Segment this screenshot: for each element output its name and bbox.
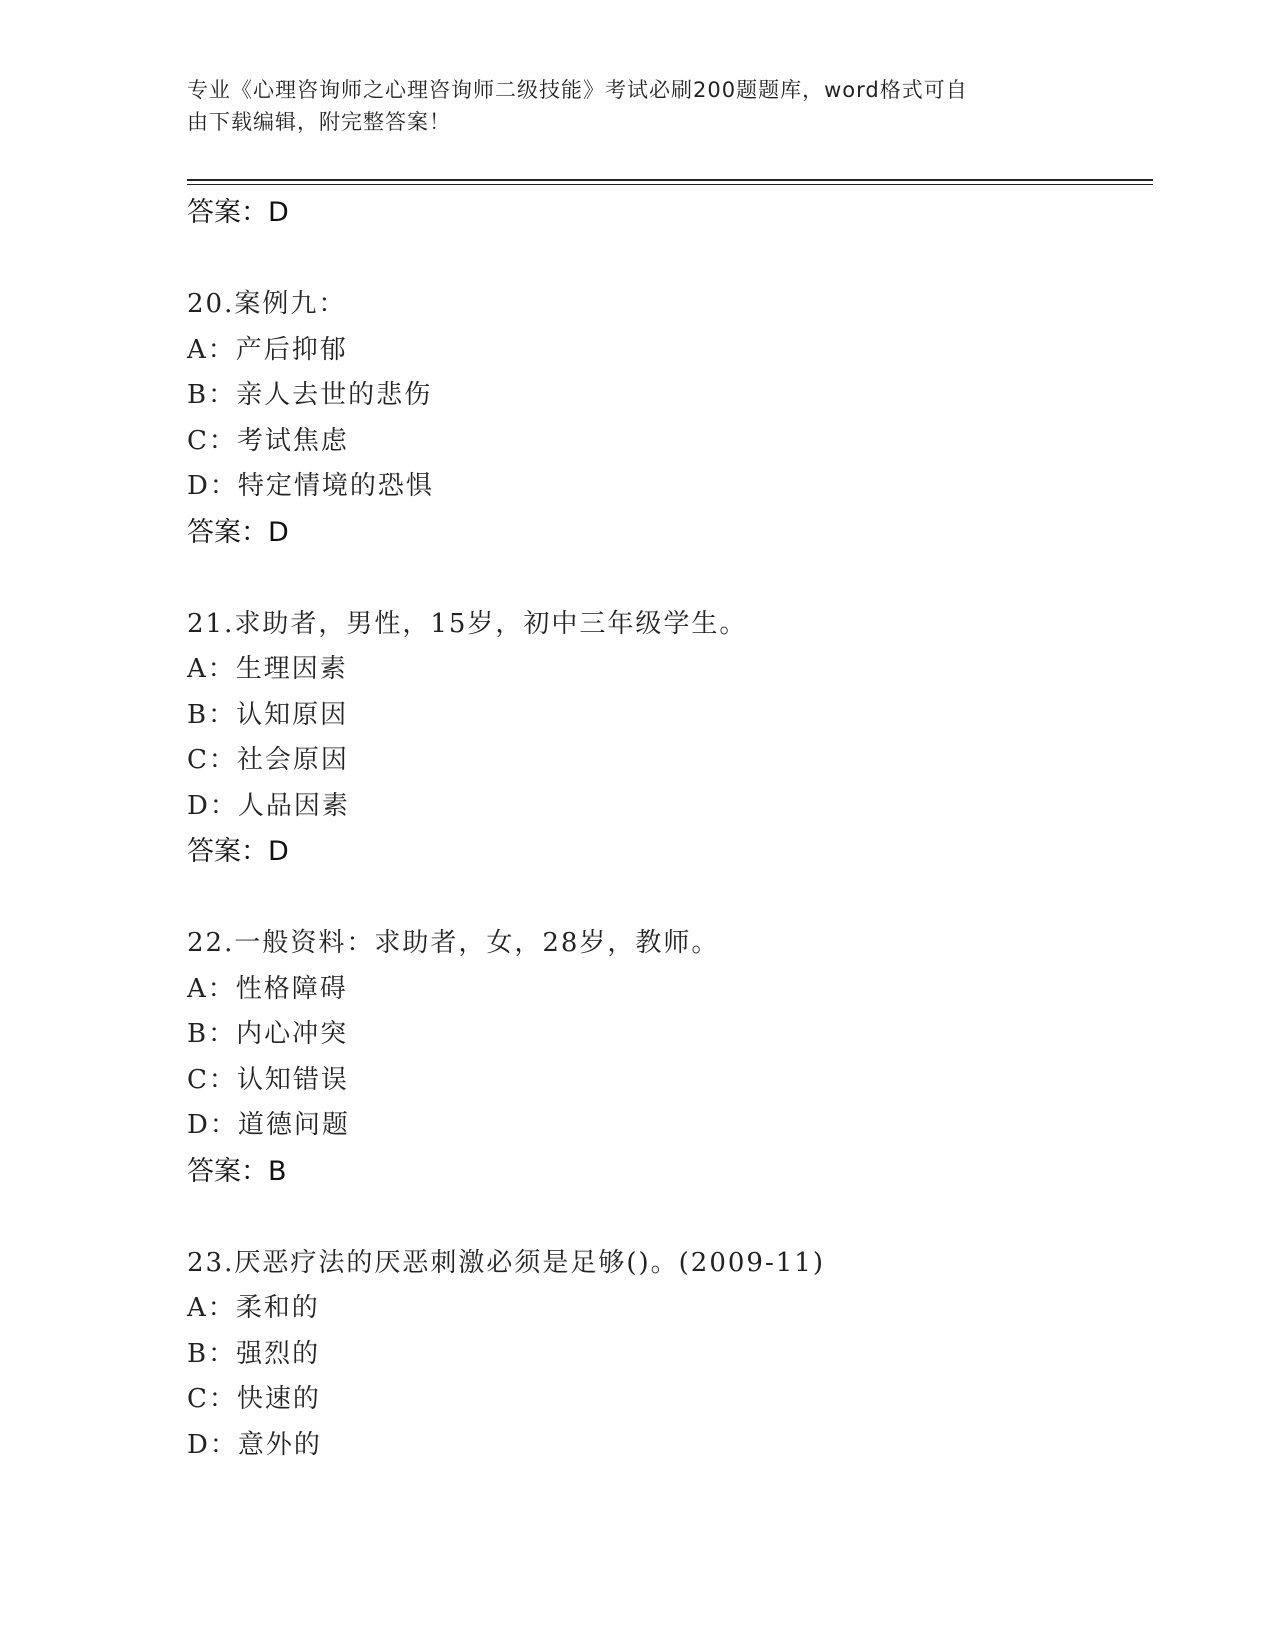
option-a: A：产后抑郁 (187, 334, 348, 365)
option-c: C：快速的 (187, 1384, 321, 1414)
spacer (187, 235, 1153, 282)
answer-line: 答案：D (187, 516, 289, 548)
question-block (187, 1241, 1153, 1469)
option-c: C：认知错误 (187, 1064, 349, 1095)
answer-line: 答案：D (187, 836, 289, 867)
question-text: 22.一般资料：求助者，女，28岁，教师。 (187, 928, 720, 958)
question-block (187, 921, 1153, 1194)
answer-line: 答案：B (187, 1155, 287, 1187)
option-d: D：意外的 (187, 1429, 322, 1460)
option-b: B：认知原因 (187, 699, 349, 730)
spacer (187, 1194, 1153, 1241)
question-block (187, 602, 1153, 875)
question-text: 20.案例九： (187, 289, 347, 319)
option-d: D：特定情境的恐惧 (187, 471, 434, 501)
header-line-1: 专业《心理咨询师之心理咨询师二级技能》考试必刷200题题库，word格式可自 (187, 78, 968, 102)
document-header (187, 74, 1067, 138)
answer-line: 答案：D (187, 197, 289, 228)
option-a: A：生理因素 (187, 654, 348, 684)
option-b: B：内心冲突 (187, 1019, 349, 1049)
spacer (187, 555, 1153, 602)
option-c: C：考试焦虑 (187, 425, 349, 456)
option-d: D：道德问题 (187, 1110, 350, 1140)
header-divider-thin (187, 184, 1153, 185)
option-c: C：社会原因 (187, 745, 349, 775)
question-text: 21.求助者，男性，15岁，初中三年级学生。 (187, 608, 748, 639)
option-a: A：柔和的 (187, 1293, 320, 1323)
header-divider-thick (187, 179, 1153, 181)
spacer (187, 874, 1153, 921)
option-b: B：强烈的 (187, 1338, 321, 1369)
option-d: D：人品因素 (187, 790, 350, 821)
option-b: B：亲人去世的悲伤 (187, 380, 433, 410)
question-text: 23.厌恶疗法的厌恶刺激必须是足够()。(2009-11) (187, 1247, 825, 1278)
question-list (187, 190, 1153, 1468)
question-block (187, 282, 1153, 555)
option-a: A：性格障碍 (187, 973, 348, 1004)
header-line-2: 由下载编辑，附完整答案！ (187, 110, 451, 134)
